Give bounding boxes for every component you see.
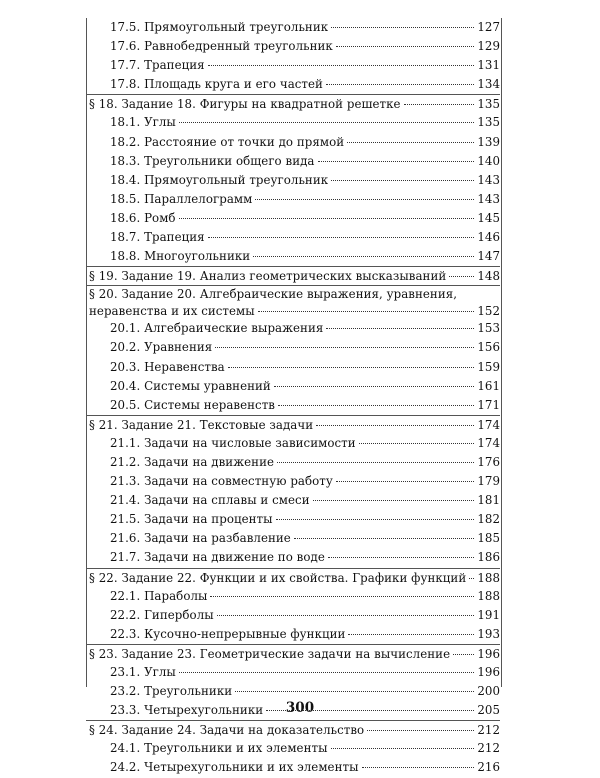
toc-entry-page: 134 [477, 77, 500, 92]
toc-subsection-row [86, 319, 500, 338]
toc-subsection-row [86, 75, 500, 94]
toc-entry-title: 23.2. Треугольники [110, 684, 233, 699]
toc-entry-title: 22.1. Параболы [110, 588, 208, 603]
toc-entry-title: 22.2. Гиперболы [110, 607, 214, 622]
toc-entry-page: 153 [477, 321, 500, 336]
toc-subsection-row [86, 453, 500, 472]
toc-entry-page: 143 [477, 191, 500, 206]
dot-leader [179, 218, 475, 219]
toc-entry-title: 23.1. Углы [110, 665, 176, 679]
toc-entry-page: 200 [477, 684, 500, 699]
toc-entry-title: 20.5. Системы неравенств [110, 397, 275, 412]
toc-entry-title: 21.2. Задачи на движение [110, 454, 275, 469]
toc-entry-page: 148 [477, 269, 500, 284]
dot-leader [294, 538, 474, 539]
toc-entry-page: 185 [477, 531, 500, 546]
toc-subsection-row [86, 758, 500, 777]
toc-entry-page: 159 [477, 359, 500, 374]
toc-entry-title: 20.4. Системы уравнений [110, 378, 271, 393]
dot-leader [336, 46, 474, 47]
toc-subsection-row [86, 247, 500, 266]
toc-subsection-row [86, 606, 500, 625]
toc-subsection-row [86, 529, 500, 548]
toc-section-row [86, 720, 500, 739]
toc-entry-page: 188 [477, 570, 500, 585]
dot-leader [253, 256, 474, 257]
toc-subsection-row [86, 113, 500, 132]
toc-subsection-row [86, 510, 500, 529]
toc-entry-title: 20.3. Неравенства [110, 359, 225, 374]
toc-section-row [86, 415, 500, 434]
toc-entry-page: 146 [477, 230, 500, 245]
dot-leader [235, 691, 474, 692]
dot-leader [453, 654, 474, 655]
toc-entry-title: 18.5. Параллелограмм [110, 191, 253, 206]
dot-leader [328, 557, 474, 558]
toc-subsection-row [86, 491, 500, 510]
dot-leader [331, 27, 474, 28]
toc-subsection-row [86, 18, 500, 37]
toc-entry-title: § 21. Задание 21. Текстовые задачи [89, 417, 314, 432]
toc-subsection-row [86, 152, 500, 171]
toc-entry-title: § 23. Задание 23. Геометрические задачи на вычисление [89, 646, 451, 661]
toc-entry-title: 21.7. Задачи на движение по воде [110, 550, 325, 565]
toc-entry-title: 18.1. Углы [110, 115, 176, 130]
dot-leader [331, 748, 475, 749]
dot-leader [217, 615, 475, 616]
toc-entry-title: 23.3. Четырехугольники [110, 703, 264, 718]
toc-entry-page: 186 [477, 550, 500, 565]
toc-entry-title: 20.1. Алгебраические выражения [110, 321, 324, 336]
toc-entry-page: 152 [477, 304, 500, 319]
dot-leader [404, 104, 475, 105]
dot-leader [215, 347, 474, 348]
toc-entry-title: 21.1. Задачи на числовые зависимости [110, 435, 356, 450]
toc-subsection-row [86, 171, 500, 190]
dot-leader [359, 443, 475, 444]
toc-subsection-row [86, 358, 500, 377]
toc-entry-page: 129 [477, 39, 500, 54]
dot-leader [336, 481, 474, 482]
toc-entry-page: 140 [477, 153, 500, 168]
toc-subsection-row [86, 209, 500, 228]
dot-leader [258, 311, 475, 312]
toc-entry-page: 205 [477, 703, 500, 718]
page-number: 300 [285, 700, 315, 716]
toc-entry-page: 127 [477, 20, 500, 34]
toc-subsection-row [86, 625, 500, 644]
toc-entry-page: 156 [477, 340, 500, 355]
toc-subsection-row [86, 338, 500, 357]
toc-subsection-row [86, 739, 500, 758]
toc-subsection-row [86, 434, 500, 453]
toc-entry-page: 131 [477, 58, 500, 73]
dot-leader [362, 767, 475, 768]
toc-subsection-row [86, 472, 500, 491]
toc-entry-title: 17.5. Прямоугольный треугольник [110, 20, 329, 34]
toc-section-row [86, 568, 500, 587]
toc-entry-title: 21.4. Задачи на сплавы и смеси [110, 493, 310, 508]
dot-leader [469, 578, 474, 579]
toc-section-row [86, 266, 500, 285]
table-of-contents [86, 18, 500, 778]
toc-section-row [86, 285, 500, 319]
toc-section-row [86, 94, 500, 113]
toc-subsection-row [86, 56, 500, 75]
dot-leader [449, 276, 474, 277]
dot-leader [316, 425, 474, 426]
toc-entry-page: 145 [477, 210, 500, 225]
toc-entry-page: 191 [477, 607, 500, 622]
toc-entry-page: 171 [477, 397, 500, 412]
dot-leader [208, 65, 475, 66]
toc-entry-page: 188 [477, 588, 500, 603]
dot-leader [255, 199, 474, 200]
toc-entry-title: 18.6. Ромб [110, 210, 176, 225]
toc-entry-title: 17.6. Равнобедренный треугольник [110, 39, 333, 54]
toc-entry-page: 193 [477, 626, 500, 641]
toc-entry-title: 18.2. Расстояние от точки до прямой [110, 134, 345, 149]
toc-entry-title: 21.6. Задачи на разбавление [110, 531, 291, 546]
dot-leader [208, 237, 475, 238]
toc-subsection-row [86, 587, 500, 606]
toc-subsection-row [86, 377, 500, 396]
dot-leader [276, 519, 475, 520]
toc-entry-page: 135 [477, 97, 500, 112]
toc-entry-title: 24.1. Треугольники и их элементы [110, 741, 328, 756]
dot-leader [179, 122, 474, 123]
toc-entry-page: 161 [477, 378, 500, 393]
toc-entry-title: § 24. Задание 24. Задачи на доказательство [89, 723, 365, 738]
toc-entry-title: 18.8. Многоугольники [110, 249, 251, 264]
dot-leader [326, 328, 474, 329]
toc-subsection-row [86, 190, 500, 209]
dot-leader [210, 596, 474, 597]
toc-entry-title: 21.3. Задачи на совместную работу [110, 474, 333, 489]
toc-entry-page: 181 [477, 493, 500, 508]
toc-entry-page: 135 [477, 115, 500, 130]
dot-leader [274, 386, 474, 387]
toc-entry-title: § 22. Задание 22. Функции и их свойства. Графики функций [89, 570, 467, 585]
toc-entry-title-continued: неравенства и их системы [89, 304, 255, 319]
toc-entry-title: 20.2. Уравнения [110, 340, 213, 355]
dot-leader [228, 367, 475, 368]
toc-entry-page: 147 [477, 249, 500, 264]
toc-entry-page: 143 [477, 172, 500, 187]
toc-entry-title: § 20. Задание 20. Алгебраические выражения, уравнения, [89, 287, 458, 302]
toc-subsection-row [86, 37, 500, 56]
toc-entry-title: 17.7. Трапеция [110, 58, 205, 73]
toc-entry-page: 179 [477, 474, 500, 489]
dot-leader [277, 462, 474, 463]
toc-section-row [86, 644, 500, 663]
dot-leader [367, 730, 474, 731]
toc-entry-page: 216 [477, 760, 500, 775]
dot-leader [326, 84, 474, 85]
dot-leader [278, 405, 474, 406]
dot-leader [348, 634, 474, 635]
toc-entry-title: 18.7. Трапеция [110, 230, 205, 245]
toc-entry-title: 18.4. Прямоугольный треугольник [110, 172, 329, 187]
toc-entry-page: 212 [477, 723, 500, 738]
toc-entry-title: § 18. Задание 18. Фигуры на квадратной решетке [89, 97, 401, 112]
toc-entry-title: 24.2. Четырехугольники и их элементы [110, 760, 359, 775]
toc-subsection-row [86, 228, 500, 247]
dot-leader [179, 672, 474, 673]
toc-subsection-row [86, 548, 500, 567]
toc-entry-page: 182 [477, 512, 500, 527]
dot-leader [313, 500, 475, 501]
toc-entry-page: 196 [477, 665, 500, 679]
dot-leader [347, 142, 474, 143]
toc-entry-page: 174 [477, 435, 500, 450]
toc-entry-title: § 19. Задание 19. Анализ геометрических высказываний [89, 269, 447, 284]
toc-subsection-row [86, 682, 500, 701]
toc-entry-title: 21.5. Задачи на проценты [110, 512, 273, 527]
toc-entry-page: 176 [477, 454, 500, 469]
toc-entry-page: 139 [477, 134, 500, 149]
toc-entry-title: 22.3. Кусочно-непрерывные функции [110, 626, 346, 641]
dot-leader [318, 161, 475, 162]
toc-entry-page: 174 [477, 417, 500, 432]
toc-entry-title: 18.3. Треугольники общего вида [110, 153, 315, 168]
toc-subsection-row [86, 133, 500, 152]
toc-entry-title: 17.8. Площадь круга и его частей [110, 77, 323, 92]
toc-subsection-row [86, 396, 500, 415]
toc-entry-page: 196 [477, 646, 500, 661]
toc-subsection-row [86, 663, 500, 682]
dot-leader [331, 180, 474, 181]
toc-entry-page: 212 [477, 741, 500, 756]
